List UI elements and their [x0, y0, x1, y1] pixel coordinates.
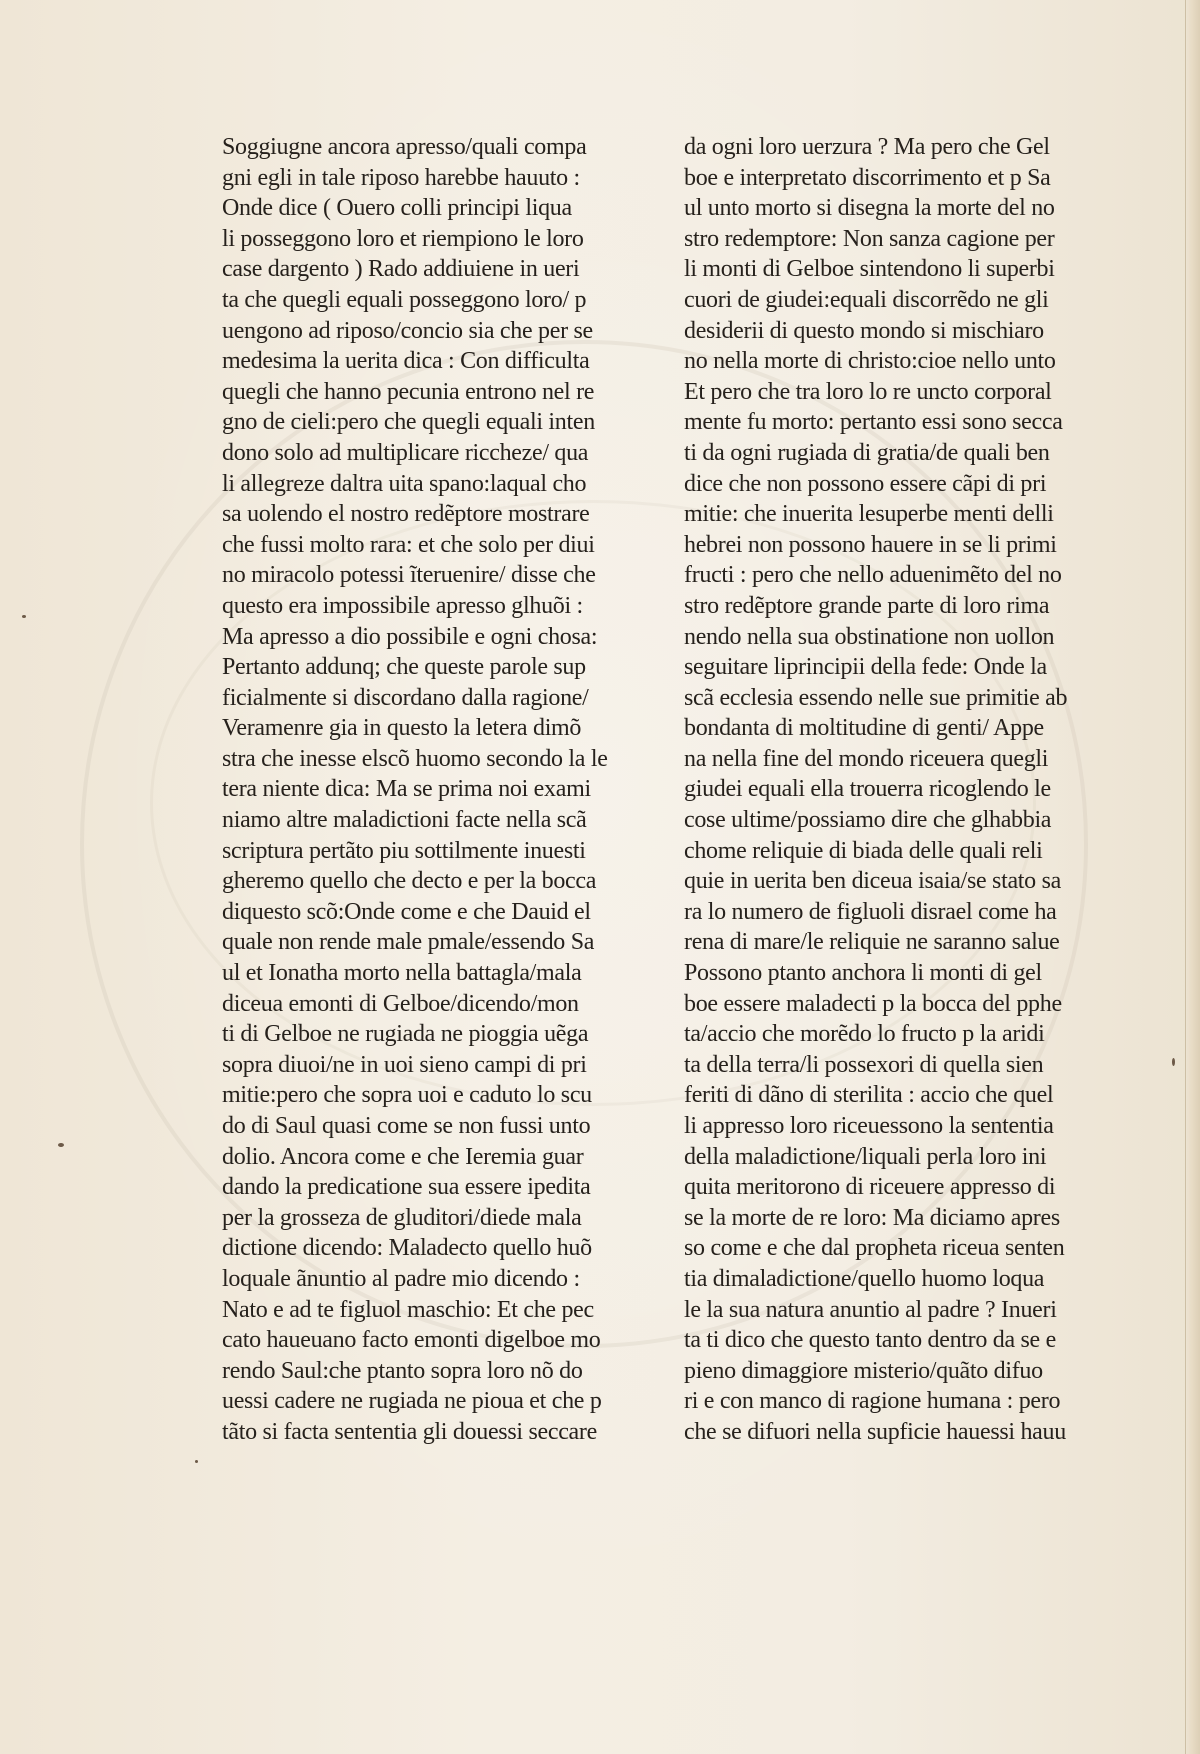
text-column-right [684, 132, 1104, 1448]
left-column-line: uengono ad riposo/concio sia che per se [222, 317, 593, 344]
left-column-line: li posseggono loro et riempiono le loro [222, 225, 584, 252]
right-column-line: mente fu morto: pertanto essi sono secca [684, 409, 1063, 436]
right-column-line: li appresso loro riceuessono la sententia [684, 1113, 1054, 1139]
right-column-line: na nella fine del mondo riceuera quegli [684, 745, 1049, 772]
left-column-line: per la grosseza de gluditori/diede mala [222, 1204, 582, 1231]
left-column-line: scriptura pertãto piu sottilmente inuesti [222, 837, 586, 864]
right-column-line: Possono ptanto anchora li monti di gel [684, 960, 1042, 987]
left-column-line: questo era impossibile apresso glhuõi : [222, 592, 583, 619]
left-column-line: quale non rende male pmale/essendo Sa [222, 929, 595, 956]
left-column-line: mitie:pero che sopra uoi e caduto lo scu [222, 1082, 592, 1109]
left-column-line: dono solo ad multiplicare riccheze/ qua [222, 439, 589, 466]
left-column-line: ficialmente si discordano dalla ragione/ [222, 684, 589, 711]
page-edge [1185, 0, 1200, 1754]
left-column-line: diceua emonti di Gelboe/dicendo/mon [222, 990, 579, 1017]
text-column-left [222, 132, 632, 1448]
left-column-line: loquale ãnuntio al padre mio dicendo : [222, 1265, 580, 1292]
right-column-line: ta ti dico che questo tanto dentro da se e [684, 1327, 1056, 1354]
right-column-line: nendo nella sua obstinatione non uollon [684, 623, 1055, 650]
left-column-line: quegli che hanno pecunia entrono nel re [222, 378, 595, 405]
right-column-line: ti da ogni rugiada di gratia/de quali ben [684, 439, 1050, 466]
left-column-line: case dargento ) Rado addiuiene in ueri [222, 256, 580, 283]
left-column-line: no miracolo potessi ĩteruenire/ disse che [222, 562, 596, 589]
right-column-line: tia dimaladictione/quello huomo loqua [684, 1265, 1045, 1292]
right-column-line: quie in uerita ben diceua isaia/se stato sa [684, 868, 1061, 895]
right-column-line: stro redemptore: Non sanza cagione per [684, 225, 1055, 252]
left-column-line: che fussi molto rara: et che solo per diui [222, 531, 595, 558]
right-column-line: Et pero che tra loro lo re uncto corporal [684, 378, 1052, 405]
right-column-line: della maladictione/liquali perla loro ini [684, 1143, 1047, 1170]
right-column-line: ul unto morto si disegna la morte del no [684, 195, 1055, 222]
right-column-line: cose ultime/possiamo dire che glhabbia [684, 807, 1052, 834]
left-column-line: do di Saul quasi come se non fussi unto [222, 1113, 591, 1139]
right-column-line: rena di mare/le reliquie ne saranno salue [684, 929, 1060, 956]
left-column-line: niamo altre maladictioni facte nella scã [222, 807, 587, 834]
right-column-line: bondanta di moltitudine di genti/ Appe [684, 715, 1044, 742]
left-column-line: gni egli in tale riposo harebbe hauuto : [222, 164, 580, 191]
left-column-line: ta che quegli equali posseggono loro/ p [222, 286, 587, 313]
right-column-line: boe e interpretato discorrimento et p Sa [684, 164, 1051, 191]
left-column-line: li allegreze daltra uita spano:laqual cho [222, 470, 587, 497]
right-column-line: quita meritorono di riceuere appresso di [684, 1174, 1056, 1201]
right-column-line: ta della terra/li possexori di quella sien [684, 1051, 1044, 1078]
left-column-line: dolio. Ancora come e che Ieremia guar [222, 1143, 584, 1170]
left-column-line: Soggiugne ancora apresso/quali compa [222, 134, 587, 160]
right-column-line: stro redẽptore grande parte di loro rima [684, 592, 1050, 619]
ink-speck [1172, 1058, 1175, 1066]
right-column-line: feriti di dãno di sterilita : accio che quel [684, 1082, 1054, 1109]
right-column-line: scã ecclesia essendo nelle sue primitie ab [684, 684, 1068, 711]
right-column-line: seguitare liprincipii della fede: Onde la [684, 654, 1047, 681]
left-column-line: medesima la uerita dica : Con difficulta [222, 348, 590, 375]
right-column-line: hebrei non possono hauere in se li primi [684, 531, 1057, 558]
right-column-line: da ogni loro uerzura ? Ma pero che Gel [684, 134, 1050, 160]
left-column-line: Ma apresso a dio possibile e ogni chosa: [222, 623, 598, 650]
right-column-line: che se difuori nella supficie hauessi hauu [684, 1418, 1066, 1445]
right-column-line: le la sua natura anuntio al padre ? Inueri [684, 1296, 1057, 1323]
left-column-line: rendo Saul:che ptanto sopra loro nõ do [222, 1357, 583, 1384]
right-column-line: cuori de giudei:equali discorrẽdo ne gli [684, 286, 1049, 313]
left-column-line: sa uolendo el nostro redẽptore mostrare [222, 501, 590, 528]
right-column-line: se la morte de re loro: Ma diciamo apres [684, 1204, 1060, 1231]
right-column-line: ra lo numero de figluoli disrael come ha [684, 898, 1057, 925]
left-column-line: cato haueuano facto emonti digelboe mo [222, 1327, 601, 1354]
left-column-line: ul et Ionatha morto nella battagla/mala [222, 960, 582, 987]
left-column-line: uessi cadere ne rugiada ne pioua et che p [222, 1388, 602, 1415]
left-column-line: gheremo quello che decto e per la bocca [222, 868, 597, 895]
right-column-line: so come e che dal propheta riceua senten [684, 1235, 1065, 1262]
right-column-line: ta/accio che morẽdo lo fructo p la aridi [684, 1021, 1045, 1048]
right-column-line: mitie: che inuerita lesuperbe menti delli [684, 501, 1054, 528]
right-column-line: no nella morte di christo:cioe nello unto [684, 348, 1056, 375]
right-column-line: ri e con manco di ragione humana : pero [684, 1388, 1061, 1415]
left-column-line: tera niente dica: Ma se prima noi exami [222, 776, 591, 803]
left-column-line: gno de cieli:pero che quegli equali inten [222, 409, 595, 436]
left-column-line: ti di Gelboe ne rugiada ne pioggia uẽga [222, 1021, 589, 1048]
left-column-line: diquesto scõ:Onde come e che Dauid el [222, 898, 591, 925]
left-column-line: stra che inesse elscõ huomo secondo la le [222, 745, 608, 772]
left-column-line: sopra diuoi/ne in uoi sieno campi di pri [222, 1051, 587, 1078]
right-column-line: desiderii di questo mondo si mischiaro [684, 317, 1044, 344]
right-column-line: giudei equali ella trouerra ricoglendo le [684, 776, 1051, 803]
ink-speck [22, 615, 26, 618]
left-column-line: Veramenre gia in questo la letera dimõ [222, 715, 582, 742]
right-column-line: boe essere maladecti p la bocca del pphe [684, 990, 1062, 1017]
left-column-line: Nato e ad te figluol maschio: Et che pec [222, 1296, 594, 1323]
left-column-line: Onde dice ( Ouero colli principi liqua [222, 195, 572, 222]
right-column-line: chome reliquie di biada delle quali reli [684, 837, 1043, 864]
left-column-line: tãto si facta sententia gli douessi seccare [222, 1418, 597, 1445]
ink-speck [195, 1460, 198, 1463]
left-column-line: dando la predicatione sua essere ipedita [222, 1174, 591, 1201]
right-column-line: dice che non possono essere cãpi di pri [684, 470, 1047, 497]
ink-speck [58, 1143, 64, 1147]
right-column-line: pieno dimaggiore misterio/quãto difuo [684, 1357, 1043, 1384]
left-column-line: Pertanto addunq; che queste parole sup [222, 654, 586, 681]
right-column-line: fructi : pero che nello aduenimẽto del no [684, 562, 1062, 589]
right-column-line: li monti di Gelboe sintendono li superbi [684, 256, 1055, 283]
left-column-line: dictione dicendo: Maladecto quello huõ [222, 1235, 592, 1262]
